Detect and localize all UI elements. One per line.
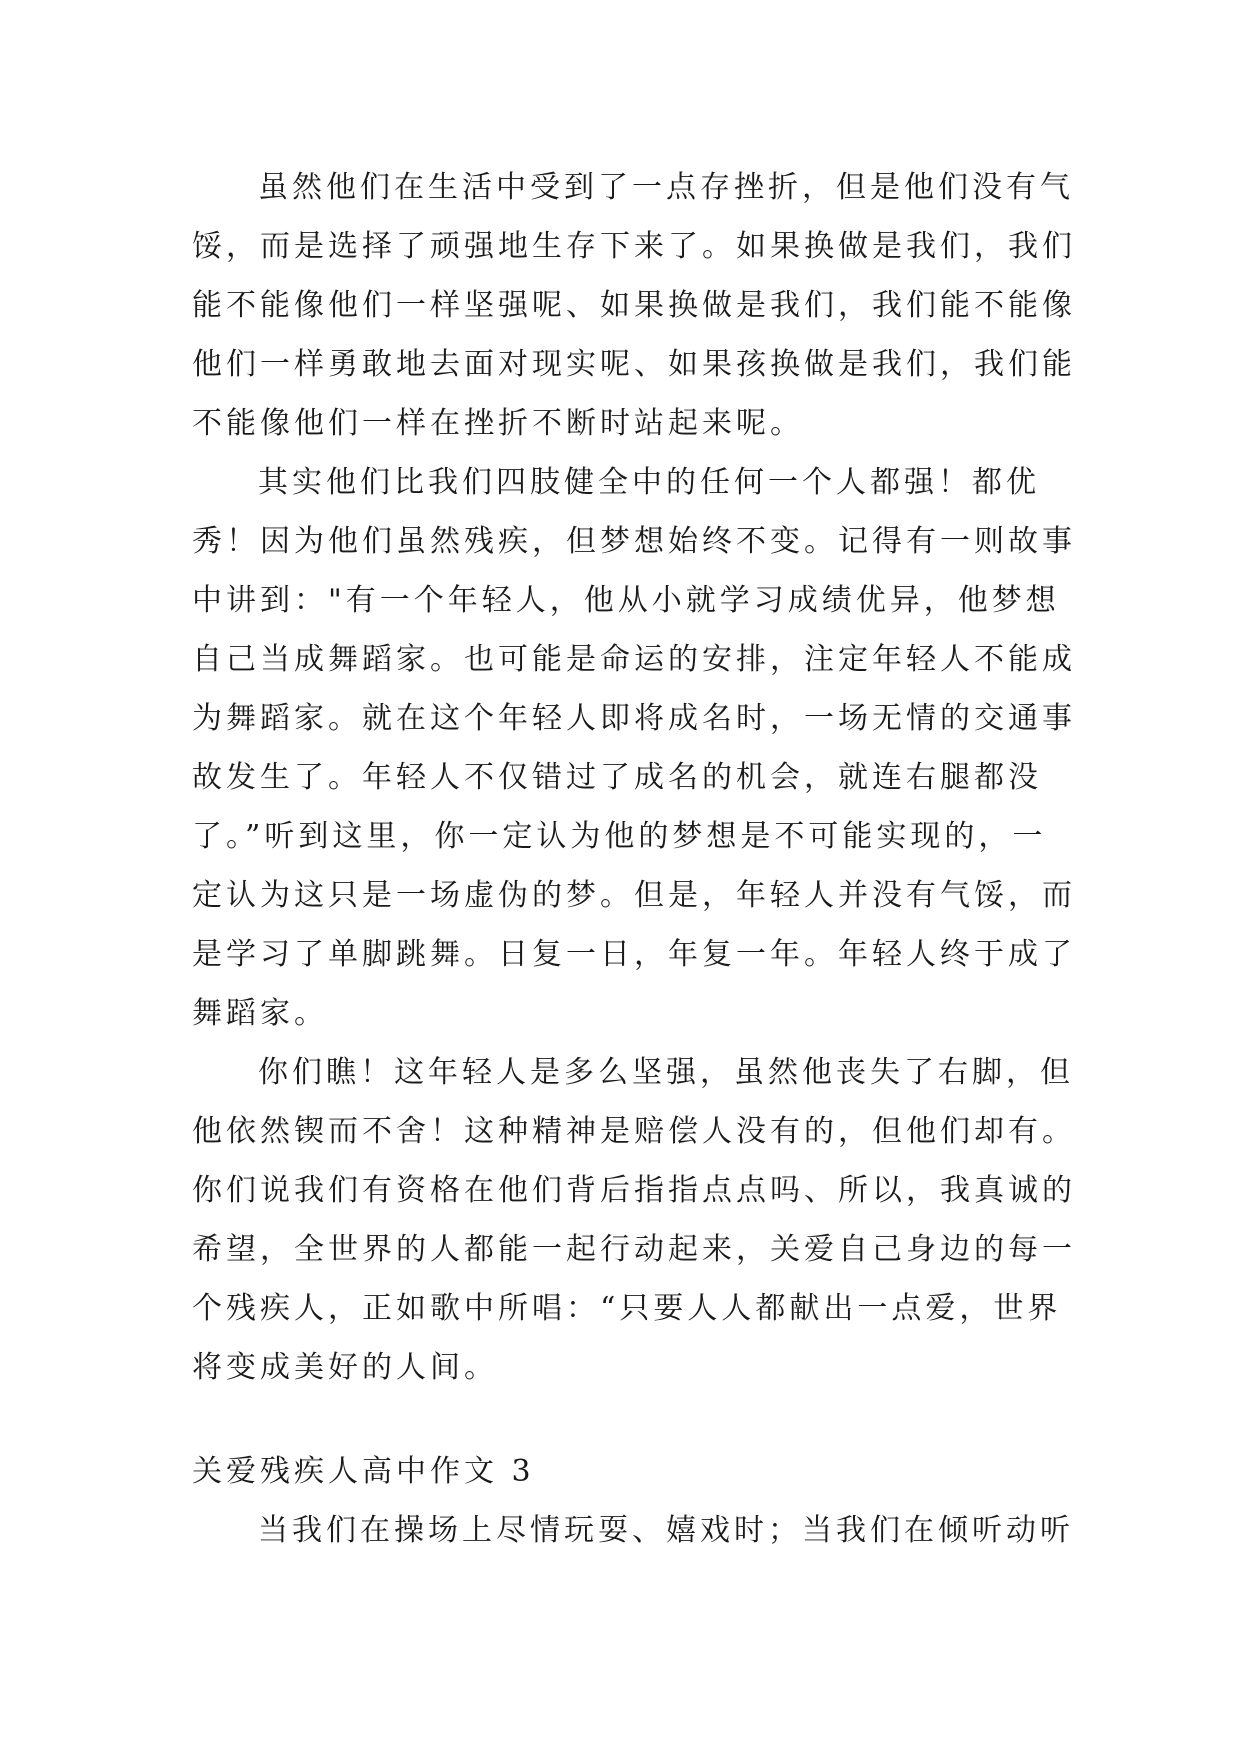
text-line: 他们一样勇敢地去面对现实呢、如果孩换做是我们，我们能: [192, 347, 1076, 382]
text-line: 舞蹈家。: [192, 996, 328, 1031]
text-line: 馁，而是选择了顽强地生存下来了。如果换做是我们，我们: [192, 229, 1076, 264]
paragraph-2: [192, 453, 1076, 1043]
text-line: 当我们在操场上尽情玩耍、嬉戏时；当我们在倾听动听: [258, 1513, 1074, 1548]
text-line: 能不能像他们一样坚强呢、如果换做是我们，我们能不能像: [192, 288, 1076, 323]
text-line: 是学习了单脚跳舞。日复一日，年复一年。年轻人终于成了: [192, 937, 1076, 972]
text-line: 不能像他们一样在挫折不断时站起来呢。: [192, 406, 804, 441]
paragraph-1: [192, 158, 1076, 453]
text-line: 虽然他们在生活中受到了一点存挫折，但是他们没有气: [258, 170, 1074, 205]
paragraph-3: [192, 1043, 1076, 1397]
text-line: 他依然锲而不舍！这种精神是赔偿人没有的，但他们却有。: [192, 1114, 1076, 1149]
text-line: 定认为这只是一场虚伪的梦。但是，年轻人并没有气馁，而: [192, 878, 1076, 913]
section-heading-text: 关爱残疾人高中作文 3: [192, 1454, 535, 1489]
text-line: 你们瞧！这年轻人是多么坚强，虽然他丧失了右脚，但: [258, 1055, 1074, 1090]
text-line: 自己当成舞蹈家。也可能是命运的安排，注定年轻人不能成: [192, 642, 1076, 677]
text-line: 将变成美好的人间。: [192, 1350, 498, 1385]
text-line: 秀！因为他们虽然残疾，但梦想始终不变。记得有一则故事: [192, 524, 1076, 559]
text-line: 你们说我们有资格在他们背后指指点点吗、所以，我真诚的: [192, 1173, 1076, 1208]
document-page: [192, 158, 1076, 1560]
section-heading: [192, 1442, 1052, 1501]
text-line: 个残疾人，正如歌中所唱：“只要人人都献出一点爱，世界: [192, 1291, 1062, 1326]
text-line: 为舞蹈家。就在这个年轻人即将成名时，一场无情的交通事: [192, 701, 1076, 736]
text-line: 希望，全世界的人都能一起行动起来，关爱自己身边的每一: [192, 1232, 1076, 1267]
paragraph-4: [192, 1501, 1074, 1560]
text-line: 了。”听到这里，你一定认为他的梦想是不可能实现的，一: [192, 819, 1047, 854]
text-line: 中讲到："有一个年轻人，他从小就学习成绩优异，他梦想: [192, 583, 1060, 618]
text-line: 其实他们比我们四肢健全中的任何一个人都强！都优: [258, 465, 1040, 500]
text-line: 故发生了。年轻人不仅错过了成名的机会，就连右腿都没: [192, 760, 1042, 795]
